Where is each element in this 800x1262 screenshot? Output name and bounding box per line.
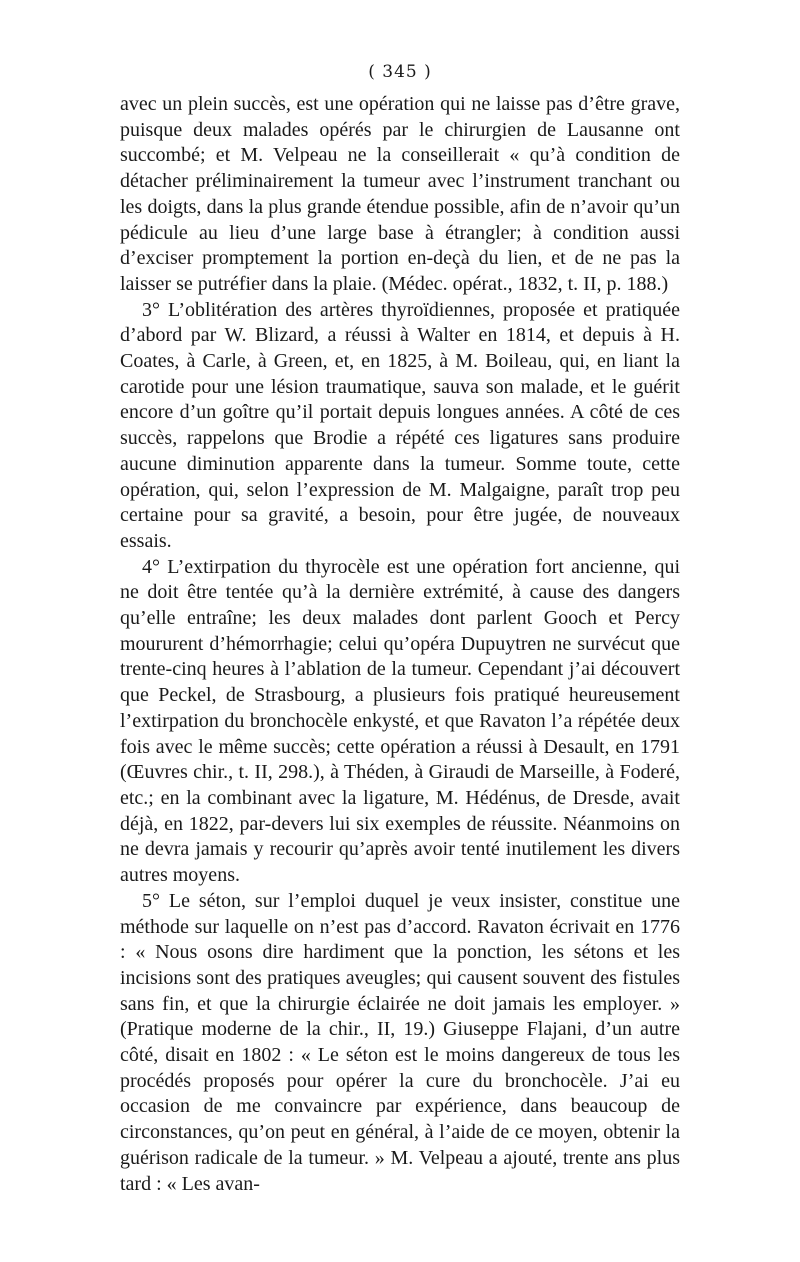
paragraph-4-extirpation: 4° L’extirpation du thyrocèle est une opération fort ancienne, qui ne doit être tentée qu’à la dernière extrémité, à cause des dangers qu’elle entraîne; les deux malades dont parlent Gooch et Percy moururent d’hémorrhagie; celui qu’opéra Dupuytren ne survécut que trente-cinq heures à l’ablation de la tumeur. Cependant j’ai découvert que Peckel, de Strasbourg, a plusieurs fois pratiqué heureusement l’extirpation du bronchocèle enkysté, et que Ravaton l’a répétée deux fois avec le même succès; cette opération a réussi à Desault, en 1791 (Œuvres chir., t. II, 298.), à Théden, à Giraudi de Marseille, à Foderé, etc.; en la combinant avec la ligature, M. Hédénus, de Dresde, avait déjà, en 1822, par-devers lui six exemples de réussite. Néanmoins on ne devra jamais y recourir qu’après avoir tenté inutilement les divers autres moyens. bbox=[120, 555, 680, 887]
paragraph-5-seton: 5° Le séton, sur l’emploi duquel je veux insister, constitue une méthode sur laquelle on n’est pas d’accord. Ravaton écrivait en 1776 : « Nous osons dire hardiment que la ponction, les sétons et les incisions sont des pratiques aveugles; qui causent souvent des fistules sans fin, et que la chirurgie éclairée ne doit jamais les employer. » (Pratique moderne de la chir., II, 19.) Giuseppe Flajani, d’un autre côté, disait en 1802 : « Le séton est le moins dangereux de tous les procédés proposés pour opérer la cure du bronchocèle. J’ai eu occasion de me convaincre par expérience, dans beaucoup de circonstances, qu’on peut en général, à l’aide de ce moyen, obtenir la guérison radicale de la tumeur. » M. Velpeau a ajouté, trente ans plus tard : « Les avan- bbox=[120, 889, 680, 1195]
body-text bbox=[120, 92, 680, 1197]
page-number: ( 345 ) bbox=[368, 62, 432, 82]
paragraph-continuation: avec un plein succès, est une opération qui ne laisse pas d’être grave, puisque deux malades opérés par le chirurgien de Lausanne ont succombé; et M. Velpeau ne la conseillerait « qu’à condition de détacher préliminairement la tumeur avec l’instrument tranchant ou les doigts, dans la plus grande étendue possible, afin de n’avoir qu’un pédicule au lieu d’une large base à étrangler; à condition aussi d’exciser promptement la portion en-deçà du lien, et de ne pas la laisser se putréfier dans la plaie. (Médec. opérat., 1832, t. II, p. 188.) bbox=[120, 93, 680, 295]
paragraph-3-thyroid-arteries: 3° L’oblitération des artères thyroïdiennes, proposée et pratiquée d’abord par W. Blizard, a réussi à Walter en 1814, et depuis à H. Coates, à Carle, à Green, et, en 1825, à M. Boileau, qui, en liant la carotide pour une lésion traumatique, sauva son malade, et le guérit encore d’un goître qu’il portait depuis longues années. A côté de ces succès, rappelons que Brodie a répété ces ligatures sans produire aucune diminution apparente dans la tumeur. Somme toute, cette opération, qui, selon l’expression de M. Malgaigne, paraît trop peu certaine pour sa gravité, a besoin, pour être jugée, de nouveaux essais. bbox=[120, 298, 680, 552]
